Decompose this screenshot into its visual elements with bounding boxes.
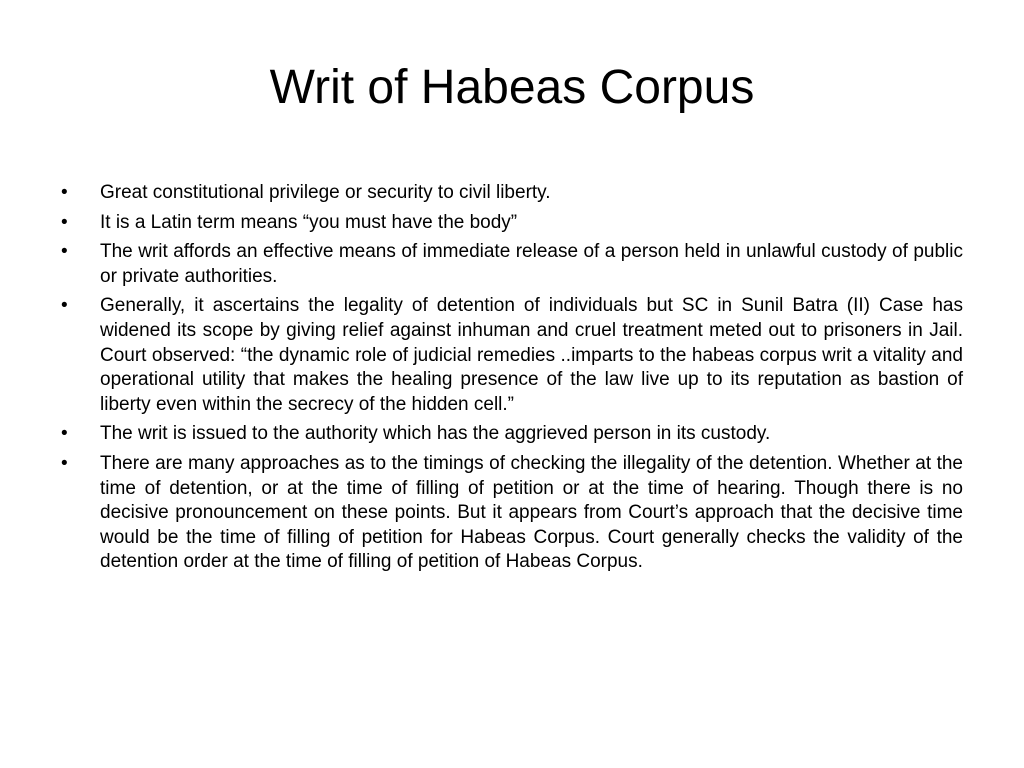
bullet-point-icon: • <box>61 295 68 317</box>
bullet-text: Great constitutional privilege or security to civil liberty. <box>100 182 551 203</box>
list-item <box>60 240 963 289</box>
bullet-point-icon: • <box>61 211 68 233</box>
bullet-text: There are many approaches as to the timings of checking the illegality of the detention. Whether at the time of detention, or at the time of filling of petition or at the time of hearing. Though there is no decisive pronouncement on these points. But it appears from Court’s approach that the decisive time would be the time of filling of petition for Habeas Corpus. Court generally checks the validity of the detention order at the time of filling of petition of Habeas Corpus. <box>100 452 963 573</box>
list-item <box>60 422 963 447</box>
bullet-point-icon: • <box>61 182 68 203</box>
bullet-text: It is a Latin term means “you must have the body” <box>100 211 518 233</box>
bullet-text: The writ is issued to the authority which has the aggrieved person in its custody. <box>100 423 771 445</box>
bullet-point-icon: • <box>61 423 68 445</box>
slide-title: Writ of Habeas Corpus <box>269 61 755 114</box>
list-item <box>60 211 963 236</box>
bullet-list <box>60 181 963 580</box>
list-item <box>60 181 963 206</box>
bullet-point-icon: • <box>61 452 68 474</box>
bullet-point-icon: • <box>61 241 68 263</box>
bullet-text: The writ affords an effective means of immediate release of a person held in unlawful custody of public or private authorities. <box>100 241 963 287</box>
bullet-text: Generally, it ascertains the legality of detention of individuals but SC in Sunil Batra (II) Case has widened its scope by giving relief against inhuman and cruel treatment meted out to prisoners in Jail. Court observed: “the dynamic role of judicial remedies ..imparts to the habeas corpus writ a vitality and operational utility that makes the healing presence of the law live up to its reputation as bastion of liberty even within the secrecy of the hidden cell.” <box>100 295 963 415</box>
list-item <box>60 452 963 575</box>
list-item <box>60 294 963 417</box>
